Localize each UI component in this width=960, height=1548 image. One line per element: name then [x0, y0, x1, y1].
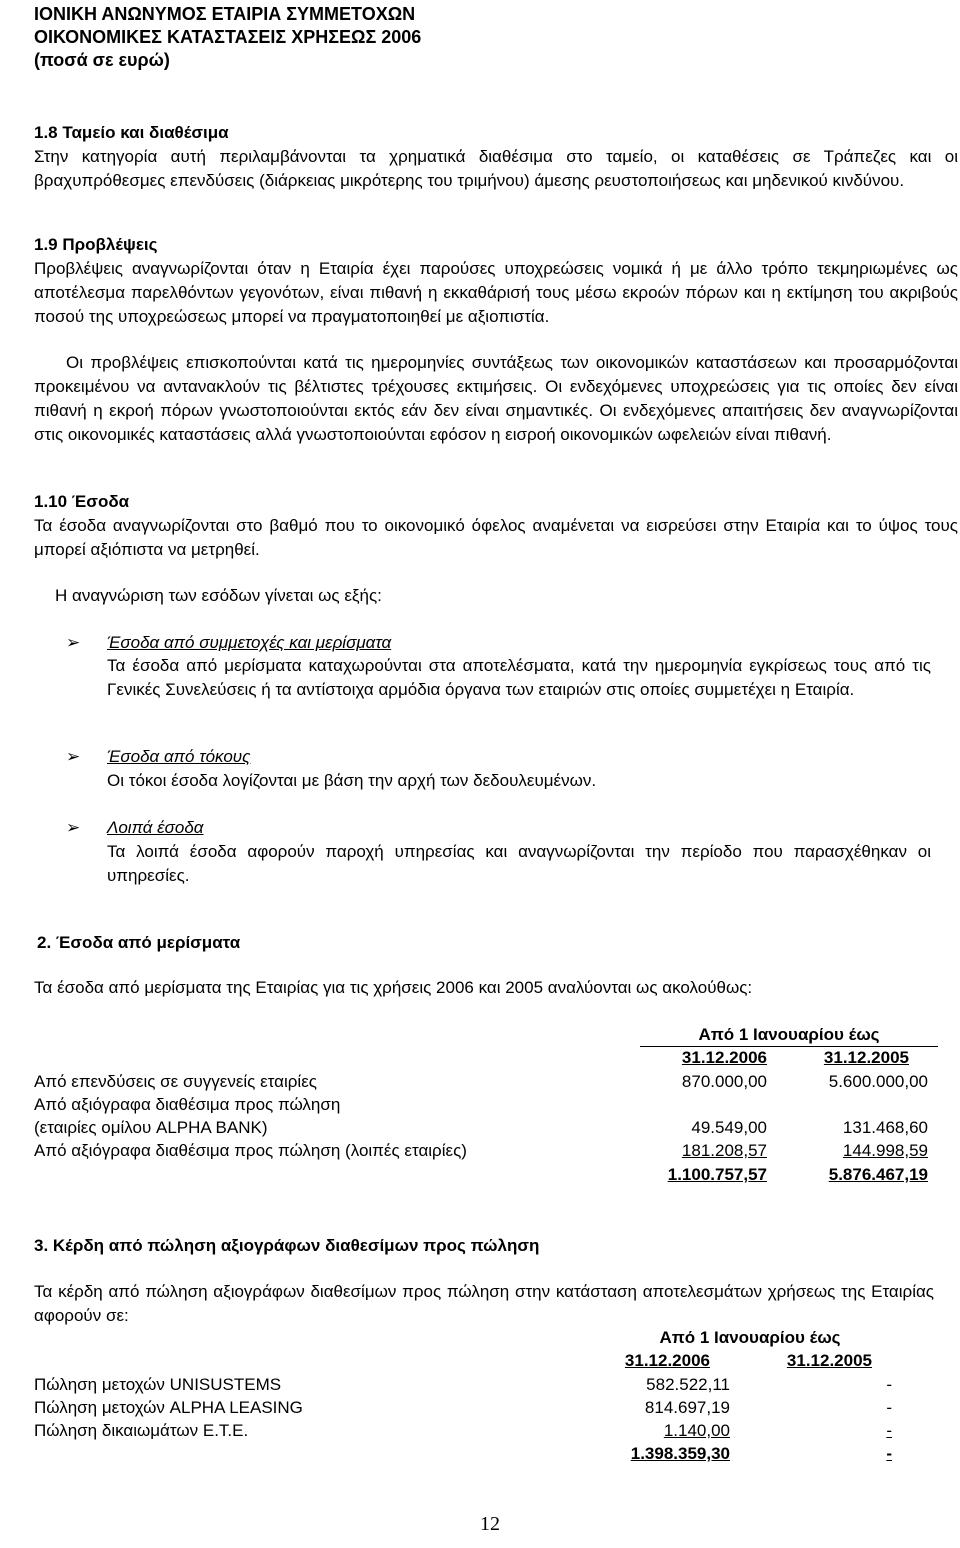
dividends-total-2005: 5.876.467,19 — [828, 1165, 928, 1184]
table-cell-2006: 49.549,00 — [691, 1118, 767, 1137]
currency-note: (ποσά σε ευρώ) — [34, 50, 170, 70]
section-1-8-text: Στην κατηγορία αυτή περιλαμβάνονται τα χρηματικά διαθέσιμα στο ταμείο, οι καταθέσεις σε Τράπεζες και οι βραχυπρόθεσμες επενδύσεις (διάρκειας μικρότερης του τριμήνου) άμεσης ρευστοποιήσεως και μηδενικού κινδύνου. — [34, 147, 958, 190]
table-cell-2005: - — [886, 1398, 892, 1417]
bullet-title-dividends: Έσοδα από συμμετοχές και μερίσματα — [107, 633, 392, 652]
sales-total-2005: - — [886, 1444, 892, 1463]
arrow-bullet-icon: ➢ — [66, 818, 81, 837]
section-1-9-text-2: Οι προβλέψεις επισκοπούνται κατά τις ημερομηνίες συντάξεως των οικονομικών καταστάσεων και προσαρμόζονται προκειμένου να αντανακλούν τις βέλτιστες τρέχουσες εκτιμήσεις. Οι ενδεχόμενες υποχρεώσεις για τις οποίες δεν είναι πιθανή η εκροή πόρων γνωστοποιούνται εκτός εάν δεν είναι σημαντικές. Οι ενδεχόμενες απαιτήσεις δεν αναγνωρίζονται στις οικονομικές καταστάσεις αλλά γνωστοποιούνται εφόσον η εισροή οικονομικών ωφελειών είναι πιθανή. — [34, 353, 958, 444]
company-name: ΙΟΝΙΚΗ ΑΝΩΝΥΜΟΣ ΕΤΑΙΡΙΑ ΣΥΜΜΕΤΟΧΩΝ — [34, 4, 416, 24]
table-row-label: (εταιρίες ομίλου ALPHA BANK) — [34, 1118, 268, 1137]
section-1-9-text-1: Προβλέψεις αναγνωρίζονται όταν η Εταιρία έχει παρούσες υποχρεώσεις νομικά ή με άλλο τρόπο τεκμηριωμένες ως αποτέλεσμα παρελθόντων γεγονότων, είναι πιθανή η εκκαθάρισή τους μέσω εκροών πόρων και η εκτίμηση του ακριβούς ποσού της υποχρεώσεως μπορεί να πραγματοποιηθεί με αξιοπιστία. — [34, 259, 958, 326]
dividends-total-2006: 1.100.757,57 — [667, 1165, 767, 1184]
dividends-period-header: Από 1 Ιανουαρίου έως — [640, 1024, 938, 1047]
table-cell-2006: 870.000,00 — [681, 1072, 767, 1091]
section-3-title: 3. Κέρδη από πώληση αξιογράφων διαθεσίμων προς πώληση — [34, 1236, 540, 1255]
bullet-text-interest: Οι τόκοι έσοδα λογίζονται με βάση την αρχή των δεδουλευμένων. — [107, 771, 597, 790]
table-cell-2005: 144.998,59 — [842, 1141, 928, 1160]
table-row-label: Πώληση μετοχών ALPHA LEASING — [34, 1398, 303, 1417]
sales-col-2005: 31.12.2005 — [786, 1351, 872, 1370]
table-cell-2006: 181.208,57 — [681, 1141, 767, 1160]
dividends-col-2006: 31.12.2006 — [681, 1048, 767, 1067]
bullet-title-other: Λοιπά έσοδα — [107, 818, 204, 837]
table-row-label: Από αξιόγραφα διαθέσιμα προς πώληση (λοιπές εταιρίες) — [34, 1141, 467, 1160]
table-cell-2005: 5.600.000,00 — [828, 1072, 928, 1091]
section-1-10-title: 1.10 Έσοδα — [34, 492, 130, 511]
arrow-bullet-icon: ➢ — [66, 633, 81, 652]
table-row-label: Από επενδύσεις σε συγγενείς εταιρίες — [34, 1072, 317, 1091]
table-row-label: Από αξιόγραφα διαθέσιμα προς πώληση — [34, 1095, 341, 1114]
table-cell-2005: - — [886, 1421, 892, 1440]
bullet-text-dividends: Τα έσοδα από μερίσματα καταχωρούνται στα αποτελέσματα, κατά την ημερομηνία εγκρίσεως τους από τις Γενικές Συνελεύσεις ή τα αντίστοιχα αρμόδια όργανα των εταιριών στις οποίες συμμετέχει η Εταιρία. — [107, 656, 931, 699]
bullet-title-interest: Έσοδα από τόκους — [107, 747, 251, 766]
section-2-intro: Τα έσοδα από μερίσματα της Εταιρίας για τις χρήσεις 2006 και 2005 αναλύονται ως ακολούθως: — [34, 978, 753, 997]
sales-period-header: Από 1 Ιανουαρίου έως — [659, 1328, 841, 1347]
section-1-8-title: 1.8 Ταμείο και διαθέσιμα — [34, 123, 229, 142]
table-cell-2006: 582.522,11 — [646, 1375, 730, 1394]
revenue-recognition-intro: Η αναγνώριση των εσόδων γίνεται ως εξής: — [55, 586, 382, 605]
table-cell-2006: 814.697,19 — [644, 1398, 730, 1417]
dividends-col-2005: 31.12.2005 — [823, 1048, 909, 1067]
section-2-title: 2. Έσοδα από μερίσματα — [37, 933, 241, 952]
table-row-label: Πώληση μετοχών UNISUSTEMS — [34, 1375, 282, 1394]
sales-total-2006: 1.398.359,30 — [630, 1444, 730, 1463]
section-1-9-title: 1.9 Προβλέψεις — [34, 235, 158, 254]
section-1-10-text: Τα έσοδα αναγνωρίζονται στο βαθμό που το οικονομικό όφελος αναμένεται να εισρεύσει στην Εταιρία και το ύψος τους μπορεί αξιόπιστα να μετρηθεί. — [34, 516, 958, 559]
table-cell-2005: 131.468,60 — [842, 1118, 928, 1137]
arrow-bullet-icon: ➢ — [66, 747, 81, 766]
bullet-text-other: Τα λοιπά έσοδα αφορούν παροχή υπηρεσίας και αναγνωρίζονται την περίοδο που παρασχέθηκαν οι υπηρεσίες. — [107, 842, 931, 885]
table-cell-2006: 1.140,00 — [663, 1421, 730, 1440]
table-cell-2005: - — [886, 1375, 892, 1394]
section-3-intro: Τα κέρδη από πώληση αξιογράφων διαθεσίμων προς πώληση στην κατάσταση αποτελεσμάτων χρήσεως της Εταιρίας αφορούν σε: — [34, 1282, 934, 1325]
page-number: 12 — [480, 1513, 500, 1535]
sales-col-2006: 31.12.2006 — [624, 1351, 710, 1370]
table-row-label: Πώληση δικαιωμάτων Ε.Τ.Ε. — [34, 1421, 249, 1440]
statements-title: ΟΙΚΟΝΟΜΙΚΕΣ ΚΑΤΑΣΤΑΣΕΙΣ ΧΡΗΣΕΩΣ 2006 — [34, 27, 422, 47]
